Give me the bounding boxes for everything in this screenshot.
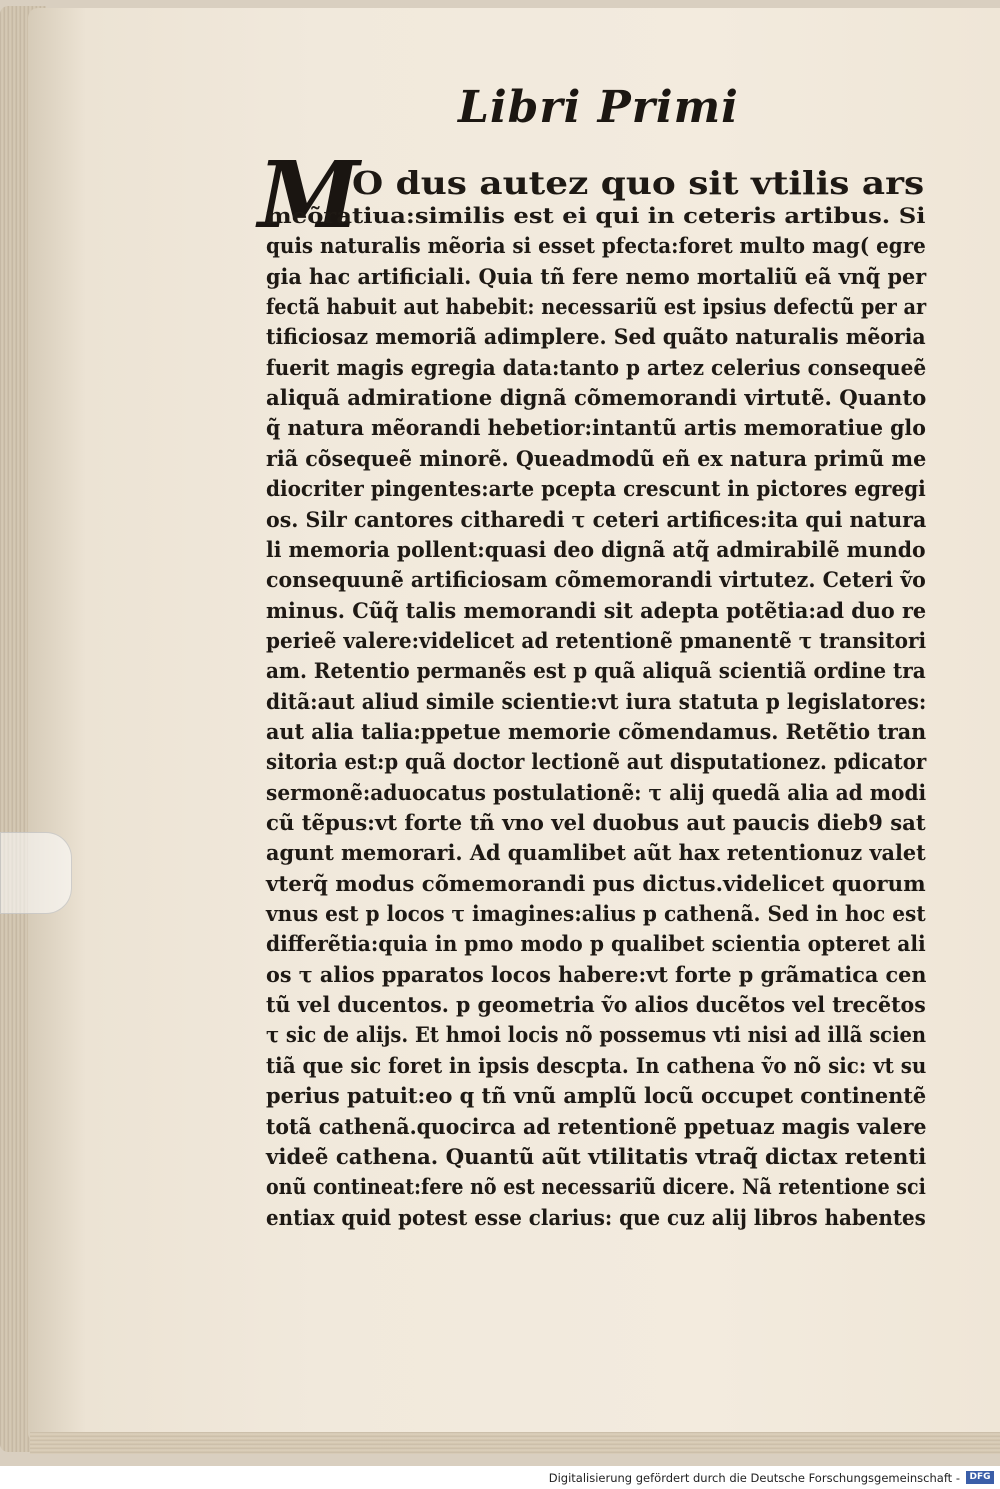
text-line: tificiosaz memoriã adimplere. Sed quãto naturalis mẽoria [266,324,926,350]
text-line: os. Silr cantores citharedi τ ceteri artifices:ita qui natura [266,506,927,532]
text-line: meõratiua:similis est ei qui in ceteris artibus. Si [266,203,926,228]
text-line: riã cõsequeẽ minorẽ. Queadmodũ eñ ex natura primũ me [266,445,927,471]
text-line: onũ contineat:fere nõ est necessariũ dicere. Nã retentione sci [266,1174,926,1200]
page-bottom-edge [30,1432,1000,1454]
running-head: Libri Primi [458,82,739,133]
text-line: ditã:aut aliud simile scientie:vt iura statuta p legislatores: [266,688,927,714]
text-line: sitoria est:p quã doctor lectionẽ aut disputationez. pdicator [266,749,927,775]
text-line: perieẽ valere:videlicet ad retentionẽ pmanentẽ τ transitori [266,627,927,653]
text-line: tiã que sic foret in ipsis descpta. In cathena ṽo nõ sic: vt su [266,1052,927,1078]
text-line: entiax quid potest esse clarius: que cuz alij libros habentes [266,1204,926,1230]
text-line: differẽtia:quia in pmo modo p qualibet scientia opteret ali [266,931,926,957]
text-line: diocriter pingentes:arte pcepta crescunt in pictores egregi [266,476,926,502]
text-line: τ sic de alijs. Et hmoi locis nõ possemus vti nisi ad illã scien [266,1022,927,1048]
text-line: aut alia talia:ppetue memorie cõmendamus. Retẽtio tran [266,718,927,744]
clip-marker [0,832,72,914]
dfg-logo: DFG [966,1471,994,1484]
text-line: gia hac artificiali. Quia tñ fere nemo mortaliũ eã vnq̃ per [266,263,927,289]
text-line: tũ vel ducentos. p geometria ṽo alios ducẽtos vel trecẽtos [266,992,926,1018]
text-line: fuerit magis egregia data:tanto p artez celerius consequeẽ [266,354,927,380]
text-line: agunt memorari. Ad quamlibet aũt hax retentionuz valet [266,840,926,866]
footer [0,1468,1000,1489]
text-line: totã cathenã.quocirca ad retentionẽ ppetuaz magis valere [266,1113,927,1139]
text-line: fectã habuit aut habebit: necessariũ est ipsius defectũ per ar [266,294,927,320]
text-line: cũ tẽpus:vt forte tñ vno vel duobus aut paucis dieb9 sat [266,810,926,835]
text-line: vterq̃ modus cõmemorandi pus dictus.videlicet quorum [266,870,926,896]
text-line: li memoria pollent:quasi deo dignã atq̃ admirabilẽ mundo [266,536,926,562]
decorated-initial: M [258,141,360,249]
text-line: perius patuit:eo q tñ vnũ amplũ locũ occupet continentẽ [266,1083,927,1109]
text-line: aliquã admiratione dignã cõmemorandi virtutẽ. Quanto [266,385,927,411]
text-line: consequunẽ artificiosam cõmemorandi virtutez. Ceteri ṽo [266,567,926,593]
text-line: os τ alios pparatos locos habere:vt forte p grãmatica cen [266,961,927,987]
text-line: q̃ natura mẽorandi hebetior:intantũ artis memoratiue glo [266,415,926,441]
footer-credit: Digitalisierung gefördert durch die Deutsche Forschungsgemeinschaft - [548,1471,960,1485]
text-line: sermonẽ:aduocatus postulationẽ: τ alij quedã alia ad modi [266,779,927,805]
text-line: minus. Cũq̃ talis memorandi sit adepta potẽtia:ad duo re [266,597,927,623]
text-line: videẽ cathena. Quantũ aũt vtilitatis vtraq̃ dictax retenti [266,1143,927,1169]
text-line: quis naturalis mẽoria si esset pfecta:foret multo mag( egre [266,233,926,259]
text-line: am. Retentio permanẽs est p quã aliquã scientiã ordine tra [266,658,926,684]
first-text-line: O dus autez quo sit vtilis ars [352,164,925,202]
text-line: vnus est p locos τ imagines:alius p cathenã. Sed in hoc est [266,901,926,927]
